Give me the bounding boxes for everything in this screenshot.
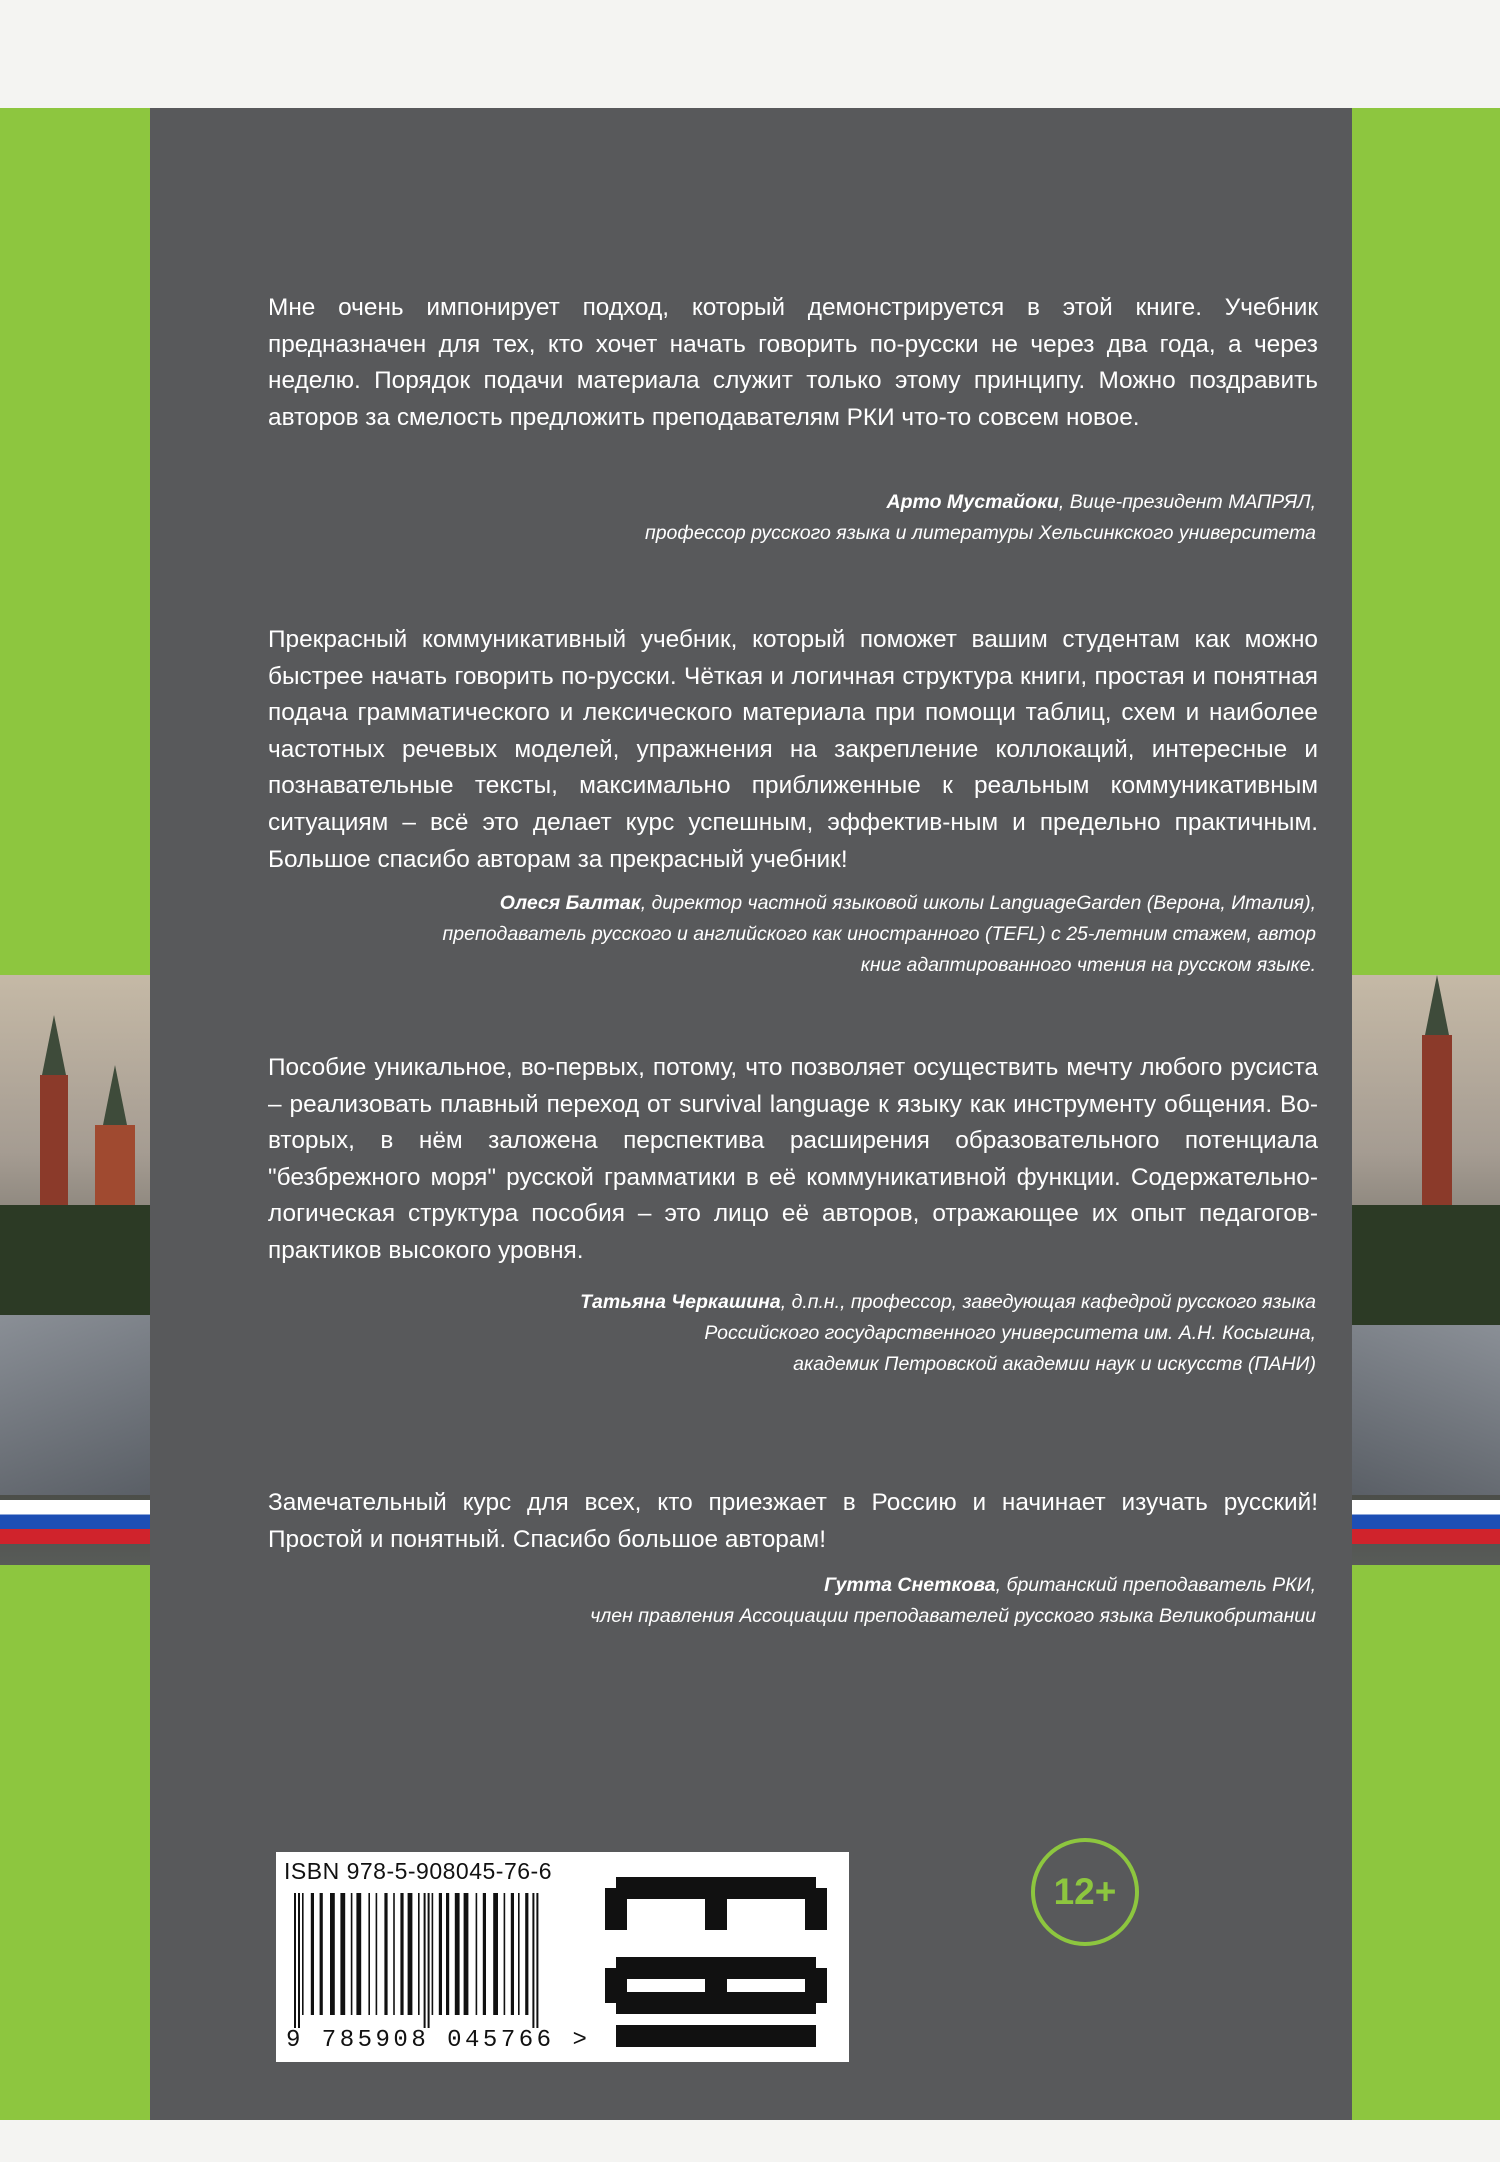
review-author-1: Арто Мустайоки [886,491,1059,513]
barcode-bar [393,1893,395,2015]
barcode-bar [356,1893,361,2015]
barcode-bar [525,1893,528,2015]
barcode-bar [518,1893,520,2015]
barcode-bar [302,1893,304,2015]
review-author-4: Гутта Снеткова [824,1574,996,1596]
review-quote-4: Замечательный курс для всех, кто приезжает в Россию и начинает изучать русский! Простой и понятный. Спасибо большое авторам! [268,1489,1318,1553]
barcode-bar [368,1893,370,2015]
eac-mark-icon [604,1868,834,2048]
review-attribution-3: Татьяна Черкашина, д.п.н., профессор, заведующая кафедрой русского языка Российского государственного университета им. А.Н. Косыгина, академик Петровской академии наук и искусств (ПАНИ) [580,1291,1316,1375]
barcode-bar [400,1893,403,2015]
barcode-bar [536,1893,538,2028]
left-flag-stripe [0,1500,150,1544]
barcode-digits: 9 785908 045766 > [286,2027,591,2054]
review-author-3: Татьяна Черкашина [580,1291,781,1313]
review-attribution-2: Олеся Балтак, директор частной языковой школы LanguageGarden (Верона, Италия), преподаватель русского и английского как иностранного (TEFL) с 25-летним стажем, автор книг адаптированного чтения на русском языке. [442,892,1316,976]
barcode-bar [432,1893,434,2015]
barcode-bar [384,1893,387,2015]
barcode-bar [311,1893,314,2015]
barcode-bar [455,1893,460,2015]
barcode-bar [493,1893,498,2015]
barcode-bar [340,1893,345,2015]
review-quote-3: Пособие уникальное, во-первых, потому, что позволяет осуществить мечту любого русиста – реализовать плавный переход от survival language к языку как инструменту общения. Во-вторых, в нём заложена перспектива расширения образовательного потенциала "безбрежного моря" русской грамматики в её коммуникативной функции. Содержательно-логическая структура пособия – это лицо её авторов, отражающее их опыт педагогов-практиков высокого уровня. [268,1054,1318,1264]
right-flag-stripe [1352,1500,1500,1544]
review-quote-2: Прекрасный коммуникативный учебник, который поможет вашим студентам как можно быстрее начать говорить по-русски. Чёткая и логичная структура книги, простая и понятная подача грамматического и лексического материала при помощи таблиц, схем и наиболее частотных речевых моделей, упражнения на закрепление коллокаций, интересные и познавательные тексты, максимально приближенные к реальным коммуникативным ситуациям – всё это делает курс успешным, эффектив-ным и предельно практичным. Большое спасибо авторам за прекрасный учебник! [268,626,1318,873]
review-quote-1: Мне очень импонирует подход, который демонстрируется в этой книге. Учебник предназначен для тех, кто хочет начать говорить по-русски не через два года, а через неделю. Порядок подачи материала служит только этому принципу. Можно поздравить авторов за смелость предложить преподавателям РКИ что-то совсем новое. [268,294,1318,431]
barcode-bar [439,1893,442,2015]
barcode-bar [418,1893,420,2015]
barcode-bar [476,1893,478,2015]
barcode-bar [532,1893,534,2028]
left-photo-strip [0,975,150,1565]
barcode-bar [298,1893,300,2028]
barcode-bar [504,1893,506,2015]
barcode-bar [351,1893,353,2015]
review-attribution-1: Арто Мустайоки, Вице-президент МАПРЯЛ, профессор русского языка и литературы Хельсинкского университета [644,491,1316,544]
isbn-text: ISBN 978-5-908045-76-6 [284,1858,552,1884]
review-attribution-4: Гутта Снеткова, британский преподаватель РКИ, член правления Ассоциации преподавателей русского языка Великобритании [590,1574,1316,1627]
age-rating-badge: 12+ [1031,1838,1139,1946]
review-author-2: Олеся Балтак [499,892,641,914]
barcode-bar [294,1893,296,2028]
barcode-bar [376,1893,378,2015]
barcode-bar [511,1893,514,2015]
barcode-icon [290,1893,582,2028]
barcode-bar [446,1893,449,2015]
barcode-bar [428,1893,430,2028]
barcode-bar [330,1893,335,2015]
barcode-bar [464,1893,469,2015]
barcode-bar [424,1893,426,2028]
barcode-bar [320,1893,323,2015]
right-photo-strip [1352,975,1500,1565]
barcode-bar [483,1893,486,2015]
barcode-bar [408,1893,413,2015]
